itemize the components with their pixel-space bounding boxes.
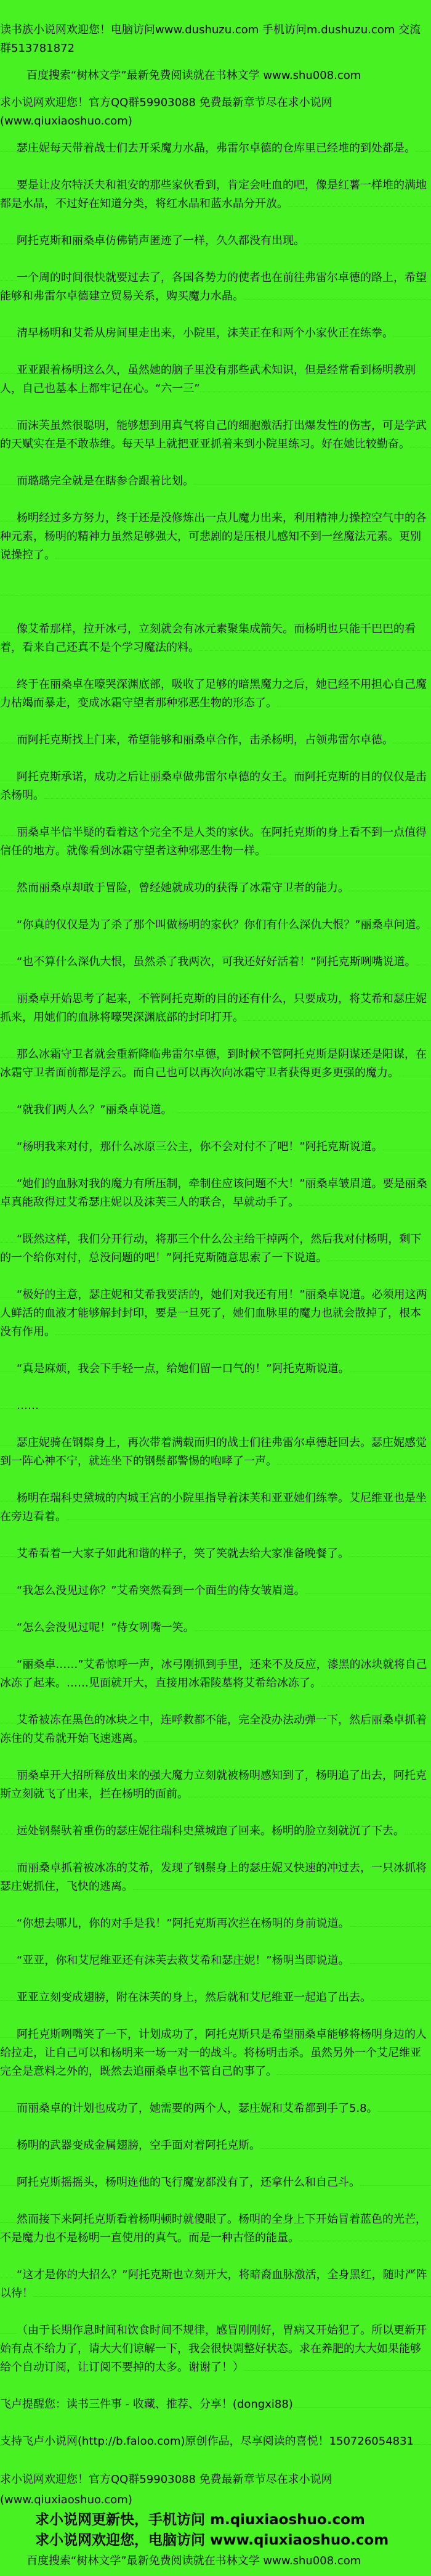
paragraph-text: 那么冰霜守卫者就会重新降临弗雷尔卓德，到时候不管阿托克斯是阴谋还是阳谋，在冰霜守卫者面前都是浮云。而自己也可以再次向冰霜守卫者获得更多更强的魔力。 <box>0 1048 427 1079</box>
paragraph <box>0 472 431 491</box>
paragraph <box>0 1286 431 1341</box>
paragraph-text: 艾希看着一大家子如此和谐的样子，笑了笑就去给大家准备晚餐了。 <box>0 1547 349 1560</box>
paragraph-text: “也不算什么深仇大恨，虽然杀了我两次，可我还好好活着！”阿托克斯咧嘴说道。 <box>0 955 416 968</box>
paragraph <box>0 879 431 898</box>
paragraph <box>0 1545 431 1563</box>
paragraph <box>0 2432 431 2451</box>
paragraph <box>0 824 431 861</box>
paragraph <box>0 1360 431 1378</box>
paragraph-text: 瑟庄妮每天带着战士们去开采魔力水晶，弗雷尔卓德的仓库里已经堆的到处都是。 <box>0 142 416 155</box>
paragraph <box>0 1397 431 1415</box>
paragraph <box>0 139 431 158</box>
paragraph <box>0 1767 431 1804</box>
paragraph <box>0 1434 431 1471</box>
paragraph-text: …… <box>0 1399 39 1412</box>
paragraph-text: 瑟庄妮骑在钢鬃身上，再次带着满载而归的战士们往弗雷尔卓德赶回去。瑟庄妮感觉到一阵心神不宁，就连坐下的钢鬃都警惕的咆哮了一声。 <box>0 1436 427 1468</box>
paragraph <box>0 361 431 398</box>
paragraph-text: 丽桑卓开始思考了起来，不管阿托克斯的目的还有什么，只要成功，将艾希和瑟庄妮抓来，用她们的血脉将嚎哭深渊底部的封印打开。 <box>0 992 427 1024</box>
paragraph-text: 而璐璐完全就是在瞎参合跟着比划。 <box>0 475 194 488</box>
paragraph <box>0 2136 431 2155</box>
paragraph-text: “你真的仅仅是为了杀了那个叫做杨明的家伙？你们有什么深仇大恨？”丽桑卓问道。 <box>0 918 427 931</box>
paragraph <box>0 1822 431 1841</box>
paragraph <box>0 2100 431 2118</box>
paragraph <box>0 324 431 343</box>
paragraph-text: 而沫芙虽然很聪明，能够想到用真气将自己的细胞激活打出爆发性的伤害，可是学武的天赋实在是不敢恭维。每天早上就把亚亚抓着来到小院里练习。好在她比较勤奋。 <box>0 419 427 451</box>
paragraph-text: 阿托克斯承诺，成功之后让丽桑卓做弗雷尔卓德的女王。而阿托克斯的目的仅仅是击杀杨明。 <box>0 771 427 802</box>
paragraph <box>0 1711 431 1748</box>
ad-line-text: 百度搜索“树林文学”最新免费阅读就在书林文学 www.shu008.com <box>26 69 361 82</box>
paragraph-text: “真是麻烦，我会下手轻一点，给她们留一口气的！”阿托克斯说道。 <box>0 1362 350 1375</box>
footer-ad-line-text: 求小说网欢迎您！官方QQ群59903088 免费最新章节尽在求小说网(www.qiuxiaoshuo.com) <box>0 2473 332 2506</box>
paragraph-text: 丽桑卓开大招所释放出来的强大魔力立刻就被杨明感知到了，杨明追了出去，阿托克斯立刻就飞了出来，拦在杨明的面前。 <box>0 1769 427 1801</box>
paragraph <box>0 2266 431 2303</box>
paragraph-text: “丽桑卓……”艾希惊呼一声，冰弓刚抓到手里，还来不及反应，漆黑的冰块就将自己冰冻了起来。……见面就开大，直接用冰霜陵墓将艾希给冰冻了。 <box>0 1658 427 1690</box>
paragraph-text: 阿托克斯咧嘴笑了一下，计划成功了，阿托克斯只是希望丽桑卓能够将杨明身边的人给拉走，让自己可以和杨明来一场一对一的战斗。将杨明击杀。虽然另外一个艾尼维亚完全是意料之外的，既然去追丽桑卓也不管自己的事了。 <box>0 2028 427 2078</box>
paragraph <box>0 1138 431 1156</box>
paragraph <box>0 232 431 250</box>
paragraph <box>0 1656 431 1693</box>
paragraph-text: “怎么会没见过呢！”侍女咧嘴一笑。 <box>0 1621 195 1634</box>
paragraph <box>0 1989 431 2007</box>
paragraph <box>0 2395 431 2414</box>
paragraph-text: 杨明的武器变成金属翅膀，空手面对着阿托克斯。 <box>0 2139 260 2152</box>
paragraph <box>0 731 431 750</box>
paragraph <box>0 1952 431 1970</box>
paragraph <box>0 1582 431 1600</box>
paragraph-text: “杨明我来对付，那什么冰原三公主，你不会对付不了吧！”阿托克斯说道。 <box>0 1140 383 1153</box>
paragraph-text: 而丽桑卓抓着被冰冻的艾希，发现了钢鬃身上的瑟庄妮又快速的冲过去，一只冰抓将瑟庄妮抓住，飞快的逃离。 <box>0 1862 427 1893</box>
paragraph <box>0 1175 431 1212</box>
paragraph-text: 飞卢提醒您：读书三件事 - 收藏、推荐、分享！(dongxi88) <box>0 2398 293 2411</box>
footer-ad-line-text: 求小说网更新快，手机访问 m.qiuxiaoshuo.com <box>35 2512 365 2528</box>
footer-ad-line <box>0 2551 431 2571</box>
paragraph <box>0 417 431 454</box>
paragraph-text <box>0 586 17 599</box>
paragraph <box>0 1915 431 1933</box>
ad-line <box>0 94 431 131</box>
paragraph <box>0 1230 431 1267</box>
paragraph <box>0 1045 431 1082</box>
paragraph-text: 支持飞卢小说网(http://b.faloo.com)原创作品，尽享阅读的喜悦！150726054831 <box>0 2435 414 2448</box>
paragraph-text: 清早杨明和艾希从房间里走出来，小院里，沫芙正在和两个小家伙正在练拳。 <box>0 327 393 340</box>
paragraph <box>0 1101 431 1119</box>
ad-line-text: 读书族小说网欢迎您！电脑访问www.dushuzu.com 手机访问m.dushuzu.com 交流群513781872 <box>0 23 421 55</box>
paragraph-text: “亚亚，你和艾尼维亚还有沫芙去救艾希和瑟庄妮！”杨明当即说道。 <box>0 1954 350 1967</box>
ad-line-text: 求小说网欢迎您！官方QQ群59903088 免费最新章节尽在求小说网(www.qiuxiaoshuo.com) <box>0 96 332 128</box>
paragraph <box>0 1489 431 1526</box>
paragraph <box>0 2321 431 2377</box>
paragraph <box>0 990 431 1027</box>
footer-ad-line <box>0 2510 431 2530</box>
paragraph-text: 然而丽桑卓却敢于冒险，曾经她就成功的获得了冰霜守卫者的能力。 <box>0 881 349 894</box>
paragraph-text: “我怎么没见过你？”艾希突然看到一个面生的侍女皱眉道。 <box>0 1584 305 1597</box>
paragraph <box>0 2210 431 2247</box>
paragraph-text: 而丽桑卓的计划也成功了，她需要的两个人，瑟庄妮和艾希都到手了5.8。 <box>0 2102 378 2115</box>
ad-line <box>0 21 431 58</box>
paragraph <box>0 953 431 971</box>
footer-ad-line <box>0 2469 431 2510</box>
paragraph <box>0 2026 431 2081</box>
footer-ads <box>0 2469 431 2571</box>
paragraph-text: “她们的血脉对我的魔力有所压制，牵制住应该问题不大！”丽桑卓皱眉道。要是丽桑卓真能敌得过艾希瑟庄妮以及沫芙三人的联合，早就动手了。 <box>0 1177 427 1209</box>
paragraph-text: 像艾希那样，拉开冰弓，立刻就会有冰元素聚集成箭矢。而杨明也只能干巴巴的看着，看来自己还真不是个学习魔法的料。 <box>0 623 416 654</box>
paragraph <box>0 583 431 602</box>
paragraph-text: 亚亚跟着杨明这么久，虽然她的脑子里没有那些武术知识，但是经常看到杨明教别人，自己也基本上都牢记在心。“六一三” <box>0 364 416 395</box>
footer-ad-line-text: 百度搜索“树林文学”最新免费阅读就在书林文学 www.shu008.com <box>26 2554 361 2567</box>
paragraph-text: “极好的主意，瑟庄妮和艾希我要活的，她们对我还有用！”丽桑卓说道。必须用这两人鲜活的血液才能够解封封印，要是一旦死了，她们血脉里的魔力也就会散掉了，根本没有作用。 <box>0 1288 427 1338</box>
paragraph <box>0 1619 431 1637</box>
paragraph-text: “就我们两人么？”丽桑卓说道。 <box>0 1103 172 1116</box>
paragraph-text: 丽桑卓半信半疑的看着这个完全不是人类的家伙。在阿托克斯的身上看不到一点值得信任的地方。就像看到冰霜守望者这种邪恶生物一样。 <box>0 826 427 857</box>
paragraph-text: 要是让皮尔特沃夫和祖安的那些家伙看到，肯定会吐血的吧，像是红薯一样堆的满地都是水晶，不过好在知道分类，将红水晶和蓝水晶分开放。 <box>0 179 427 210</box>
paragraph <box>0 676 431 713</box>
paragraph <box>0 2173 431 2192</box>
paragraph <box>0 509 431 565</box>
paragraph-text: 艾希被冻在黑色的冰块之中，连呼救都不能，完全没办法动弹一下，然后丽桑卓抓着冻住的艾希就开始飞速逃离。 <box>0 1714 427 1745</box>
footer-ad-line-text: 求小说网欢迎您，电脑访问 www.qiuxiaoshuo.com <box>35 2532 389 2548</box>
paragraph-text: 阿托克斯摇摇头，杨明连他的飞行魔宠都没有了，还拿什么和自己斗。 <box>0 2176 360 2189</box>
paragraph <box>0 620 431 657</box>
paragraph <box>0 1859 431 1896</box>
paragraph <box>0 768 431 805</box>
paragraph <box>0 176 431 213</box>
paragraph-text: 终于在丽桑卓在嚎哭深渊底部，吸收了足够的暗黑魔力之后，她已经不用担心自己魔力枯竭而暴走，变成冰霜守望者那种邪恶生物的形态了。 <box>0 678 427 709</box>
header-ads <box>0 21 431 131</box>
paragraph-text: 一个周的时间很快就要过去了，各国各势力的使者也在前往弗雷尔卓德的路上，希望能够和弗雷尔卓德建立贸易关系，购买魔力水晶。 <box>0 271 427 303</box>
paragraph-text: 然而接下来阿托克斯看着杨明顿时就傻眼了。杨明的全身上下开始冒着蓝色的光芒，不是魔力也不是杨明一直使用的真气。而是一种古怪的能量。 <box>0 2213 427 2244</box>
paragraph-text: 亚亚立刻变成翅膀，附在沫芙的身上，然后就和艾尼维亚一起追了出去。 <box>0 1991 371 2004</box>
paragraph-text: 远处钢鬃驮着重伤的瑟庄妮往瑞科史黛城跑了回来。杨明的脸立刻就沉了下去。 <box>0 1825 405 1838</box>
footer-ad-line <box>0 2530 431 2551</box>
paragraph-text: “既然这样，我们分开行动，将那三个什么公主给干掉两个，然后我对付杨明，剩下的一个给你对付，总没问题的吧！”阿托克斯随意思索了一下说道。 <box>0 1233 422 1264</box>
paragraph-text: “这才是你的大招么？”阿托克斯也立刻开大，将暗裔血脉激活，全身黑红，随时严阵以待！ <box>0 2268 427 2300</box>
paragraph <box>0 269 431 306</box>
paragraph-text: 阿托克斯和丽桑卓仿佛销声匿迹了一样，久久都没有出现。 <box>0 234 305 247</box>
paragraph-text: 杨明经过多方努力，终于还是没修炼出一点儿魔力出来，利用精神力操控空气中的各种元素，杨明的精神力虽然足够强大，可悲剧的是压根儿感知不到一丝魔法元素。更别说操控了。 <box>0 512 427 562</box>
paragraph-text: “你想去哪儿，你的对手是我！”阿托克斯再次拦在杨明的身前说道。 <box>0 1917 350 1930</box>
novel-content <box>0 139 431 2451</box>
paragraph <box>0 916 431 934</box>
ad-line <box>0 67 431 85</box>
paragraph-text: （由于长期作息时间和饮食时间不规律，感冒刚刚好，胃病又开始犯了。所以更新开始有点不给力了，请大大们谅解一下，我会很快调整好状态。求在养肥的大大如果能够给个自动订阅，让订阅不要掉的太多。谢谢了！） <box>0 2324 427 2374</box>
paragraph-text: 而阿托克斯找上门来，希望能够和丽桑卓合作，击杀杨明，占领弗雷尔卓德。 <box>0 734 393 746</box>
paragraph-text: 杨明在瑞科史黛城的内城王宫的小院里指导着沫芙和亚亚她们练拳。艾尼维亚也是坐在旁边看着。 <box>0 1492 427 1523</box>
